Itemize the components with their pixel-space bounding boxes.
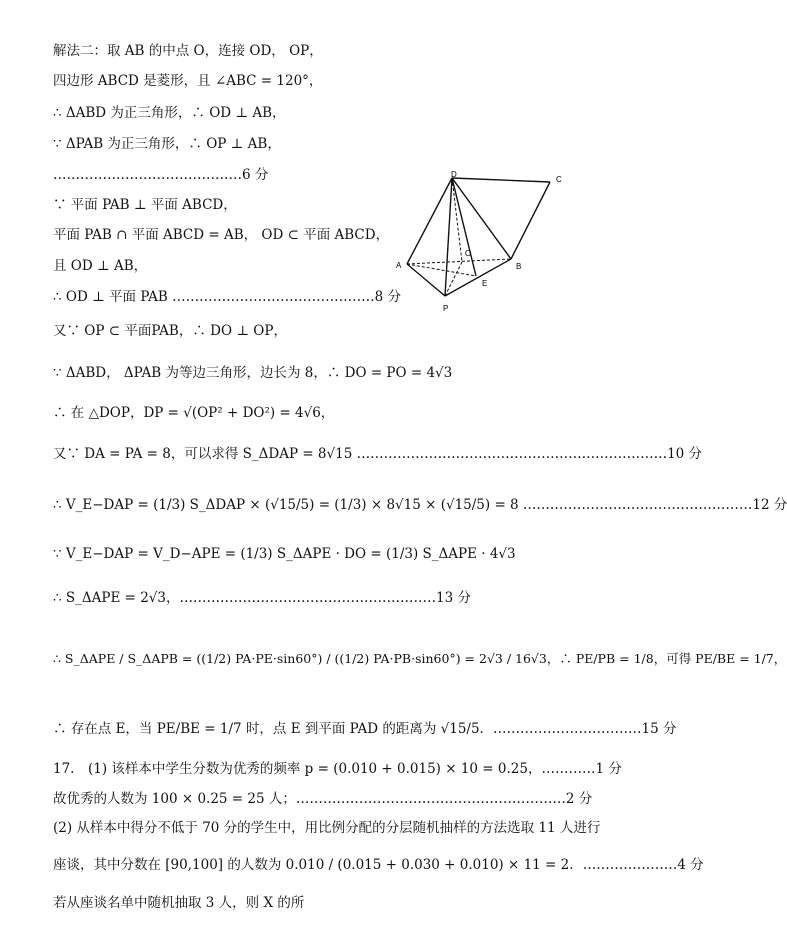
text-line-13: 又∵ DA = PA = 8，可以求得 S_ΔDAP = 8√15 ……………………………………………………………10 分 — [53, 446, 703, 462]
label-C: C — [556, 175, 562, 184]
text-line-14: ∴ V_E−DAP = (1/3) S_ΔDAP × (√15/5) = (1/3) × 8√15 × (√15/5) = 8 ……………………………………………12 分 — [53, 497, 787, 513]
text-line-8: 且 OD ⊥ AB， — [53, 258, 148, 274]
text-line-12: ∴ 在 △DOP，DP = √(OP² + DO²) = 4√6， — [53, 405, 335, 421]
text-line-23: 若从座谈名单中随机抽取 3 人，则 X 的所 — [53, 895, 305, 911]
text-line-19: 17. (1) 该样本中学生分数为优秀的频率 p = (0.010 + 0.015) × 10 = 0.25，…………1 分 — [53, 761, 622, 777]
text-line-15: ∵ V_E−DAP = V_D−APE = (1/3) S_ΔAPE · DO = (1/3) S_ΔAPE · 4√3 — [53, 546, 516, 562]
text-line-22: 座谈，其中分数在 [90,100] 的人数为 0.010 / (0.015 + 0.030 + 0.010) × 11 = 2．…………………4 分 — [53, 857, 704, 873]
text-line-1: 解法二：取 AB 的中点 O，连接 OD， OP， — [53, 43, 323, 59]
label-B: B — [516, 262, 522, 271]
geometry-figure — [390, 168, 580, 318]
label-P: P — [443, 304, 449, 313]
text-line-18: ∴ 存在点 E，当 PE/BE = 1/7 时，点 E 到平面 PAD 的距离为 √15/5．……………………………15 分 — [53, 721, 677, 737]
text-line-6: ∵ 平面 PAB ⊥ 平面 ABCD， — [53, 197, 237, 213]
text-line-7: 平面 PAB ∩ 平面 ABCD = AB， OD ⊂ 平面 ABCD， — [53, 227, 390, 243]
text-line-3: ∴ ΔABD 为正三角形，∴ OD ⊥ AB， — [53, 105, 286, 121]
text-line-16: ∴ S_ΔAPE = 2√3，…………………………………………………13 分 — [53, 590, 471, 606]
text-line-17: ∴ S_ΔAPE / S_ΔAPB = ((1/2) PA·PE·sin60°) / ((1/2) PA·PB·sin60°) = 2√3 / 16√3，∴ PE/PB = 1/8，可得 PE/BE = 1/7， — [53, 651, 787, 666]
text-line-11: ∵ ΔABD， ΔPAB 为等边三角形，边长为 8，∴ DO = PO = 4√3 — [53, 365, 453, 381]
text-line-21: (2) 从样本中得分不低于 70 分的学生中，用比例分配的分层随机抽样的方法选取 11 人进行 — [53, 820, 601, 836]
text-line-10: 又∵ OP ⊂ 平面PAB，∴ DO ⊥ OP， — [53, 323, 287, 339]
label-D: D — [451, 170, 457, 179]
label-O: O — [465, 249, 472, 258]
label-E: E — [482, 279, 488, 288]
text-line-2: 四边形 ABCD 是菱形，且 ∠ABC = 120°， — [53, 73, 323, 89]
text-line-20: 故优秀的人数为 100 × 0.25 = 25 人；……………………………………………………2 分 — [53, 791, 593, 807]
text-line-5: ……………………………………6 分 — [53, 167, 269, 183]
text-line-9: ∴ OD ⊥ 平面 PAB ………………………………………8 分 — [53, 289, 402, 305]
label-A: A — [396, 261, 402, 270]
text-line-4: ∵ ΔPAB 为正三角形，∴ OP ⊥ AB， — [53, 136, 281, 152]
